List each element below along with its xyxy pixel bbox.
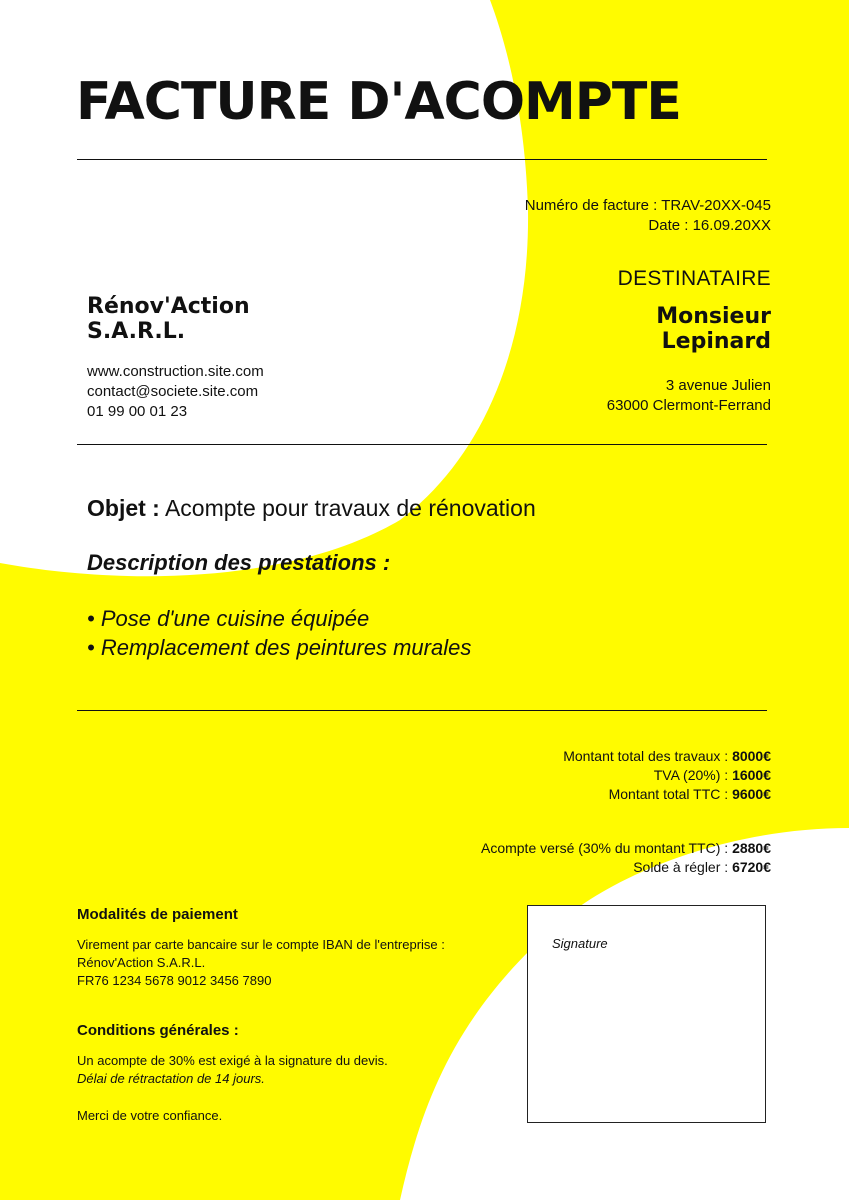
totals-block — [563, 747, 771, 804]
company-contact — [87, 362, 264, 422]
invoice-meta — [525, 196, 771, 236]
payment-iban: FR76 1234 5678 9012 3456 7890 — [77, 973, 272, 988]
description-list — [87, 604, 471, 662]
total-works-label: Montant total des travaux : — [563, 748, 729, 764]
recipient-name-line1: Monsieur — [656, 304, 771, 329]
conditions-line-italic: Délai de rétractation de 14 jours. — [77, 1071, 265, 1086]
payment-title: Modalités de paiement — [77, 906, 238, 923]
payment-line: Virement par carte bancaire sur le compte IBAN de l'entreprise : — [77, 937, 445, 952]
invoice-number-line — [525, 196, 771, 216]
total-ttc-value: 9600€ — [732, 786, 771, 802]
invoice-number-label: Numéro de facture : — [524, 197, 658, 214]
recipient-name — [656, 304, 771, 354]
balance-line — [481, 858, 771, 877]
company-name-line2: S.A.R.L. — [87, 319, 186, 344]
invoice-date: 16.09.20XX — [692, 217, 771, 234]
company-email: contact@societe.site.com — [87, 383, 259, 400]
company-website: www.construction.site.com — [87, 363, 264, 380]
balance-value: 6720€ — [732, 859, 771, 875]
signature-box[interactable] — [527, 905, 766, 1123]
page-title: FACTURE D'ACOMPTE — [76, 72, 681, 132]
company-name-line1: Rénov'Action — [87, 294, 250, 319]
deposit-line — [481, 839, 771, 858]
tva-line — [563, 766, 771, 785]
divider-middle — [77, 444, 767, 445]
description-title: Description des prestations : — [87, 550, 391, 575]
thanks-text: Merci de votre confiance. — [77, 1108, 223, 1123]
recipient-address — [607, 376, 771, 416]
conditions-title: Conditions générales : — [77, 1022, 239, 1039]
object-line — [87, 493, 536, 523]
total-ttc-line — [563, 785, 771, 804]
object-text: Acompte pour travaux de rénovation — [164, 495, 536, 521]
total-works-line — [563, 747, 771, 766]
total-ttc-label: Montant total TTC : — [608, 786, 729, 802]
divider-bottom — [77, 710, 767, 711]
deposit-block — [481, 839, 771, 877]
signature-label: Signature — [552, 936, 608, 951]
divider-top — [77, 159, 767, 160]
object-label: Objet : — [87, 495, 160, 521]
description-item: • Pose d'une cuisine équipée — [87, 606, 370, 631]
recipient-address-line2: 63000 Clermont-Ferrand — [606, 397, 771, 414]
tva-value: 1600€ — [732, 767, 771, 783]
recipient-address-line1: 3 avenue Julien — [665, 377, 771, 394]
total-works-value: 8000€ — [732, 748, 771, 764]
recipient-label: DESTINATAIRE — [617, 267, 771, 290]
deposit-value: 2880€ — [732, 840, 771, 856]
payment-line: Rénov'Action S.A.R.L. — [77, 955, 206, 970]
company-name — [87, 294, 347, 344]
tva-label: TVA (20%) : — [653, 767, 729, 783]
invoice-number: TRAV-20XX-045 — [661, 197, 771, 214]
invoice-date-line — [525, 216, 771, 236]
company-phone: 01 99 00 01 23 — [87, 403, 188, 420]
recipient-name-line2: Lepinard — [661, 329, 771, 354]
description-item: • Remplacement des peintures murales — [87, 635, 472, 660]
payment-details — [77, 936, 445, 990]
conditions-text — [77, 1052, 388, 1088]
invoice-date-label: Date : — [648, 217, 689, 234]
balance-label: Solde à régler : — [633, 859, 729, 875]
conditions-line: Un acompte de 30% est exigé à la signature du devis. — [77, 1053, 388, 1068]
deposit-label: Acompte versé (30% du montant TTC) : — [480, 840, 729, 856]
